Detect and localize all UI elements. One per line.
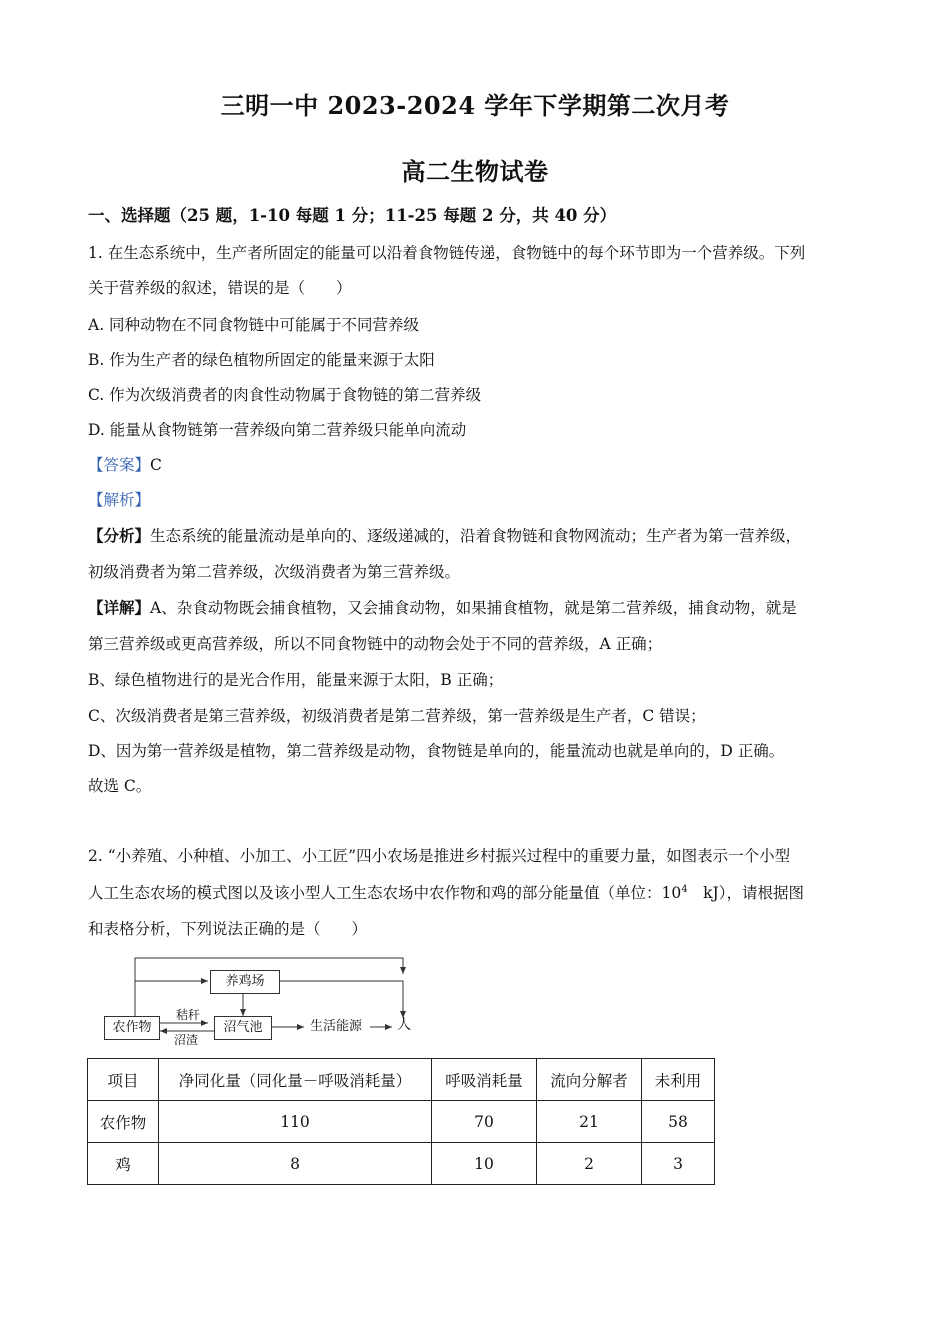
- section-heading: 一、选择题（25 题，1-10 每题 1 分；11-25 每题 2 分，共 40 分）: [88, 206, 617, 225]
- q1-xiangjie-line2: 第三营养级或更高营养级，所以不同食物链中的动物会处于不同的营养级，A 正确；: [88, 635, 663, 653]
- table-cell: 3: [642, 1143, 715, 1185]
- table-cell: 8: [159, 1143, 432, 1185]
- q2-stem-line2-a: 人工生态农场的模式图以及该小型人工生态农场中农作物和鸡的部分能量值（单位：10: [88, 884, 682, 902]
- answer-label: 【答案】: [88, 456, 151, 474]
- table-header-row: [88, 1059, 715, 1101]
- q1-conclusion: 故选 C。: [88, 777, 152, 795]
- q1-fenxi-line2: 初级消费者为第二营养级，次级消费者为第三营养级。: [88, 563, 461, 581]
- q1-xiangjie-line3: B、绿色植物进行的是光合作用，能量来源于太阳，B 正确；: [88, 671, 504, 689]
- q2-stem-line2: [88, 882, 868, 904]
- table-header-cell: 流向分解者: [537, 1059, 642, 1101]
- q1-xiangjie-line5: D、因为第一营养级是植物，第二营养级是动物，食物链是单向的，能量流动也就是单向的，D 正确。: [88, 742, 785, 760]
- table-cell: 鸡: [88, 1143, 159, 1185]
- analysis-label: 【解析】: [88, 491, 151, 509]
- human-label: 人: [397, 1017, 411, 1033]
- q1-option-a: A. 同种动物在不同食物链中可能属于不同营养级: [88, 316, 420, 334]
- q2-stem-line2-b: kJ），请根据图: [687, 884, 804, 902]
- exam-title: 三明一中 2023-2024 学年下学期第二次月考: [220, 91, 730, 120]
- residue-label: 沼渣: [174, 1033, 199, 1047]
- q2-stem-line1: 2. “小养殖、小种植、小加工、小工匠”四小农场是推进乡村振兴过程中的重要力量，如图表示一个小型: [88, 847, 791, 865]
- fenxi-label: 【分析】: [88, 526, 151, 545]
- table-cell: 58: [642, 1101, 715, 1143]
- q1-stem-line1: 1. 在生态系统中，生产者所固定的能量可以沿着食物链传递，食物链中的每个环节即为一个营养级。下列: [88, 244, 806, 262]
- q1-analysis-label: [88, 489, 868, 511]
- exam-subtitle: 高二生物试卷: [401, 157, 549, 186]
- q1-xiangjie-line4: C、次级消费者是第三营养级，初级消费者是第二营养级，第一营养级是生产者，C 错误；: [88, 707, 706, 725]
- table-cell: 110: [159, 1101, 432, 1143]
- energy-table: [87, 1058, 715, 1185]
- table-cell: 10: [432, 1143, 537, 1185]
- fenxi-text: 生态系统的能量流动是单向的、逐级递减的，沿着食物链和食物网流动；生产者为第一营养级，: [150, 527, 802, 545]
- table-row: [88, 1101, 715, 1143]
- table-cell: 农作物: [88, 1101, 159, 1143]
- chicken-farm-box: 养鸡场: [210, 970, 280, 994]
- q1-answer: [88, 454, 868, 476]
- xiangjie-text: A、杂食动物既会捕食植物，又会捕食动物，如果捕食植物，就是第二营养级，捕食动物，就是: [150, 599, 797, 617]
- energy-label: 生活能源: [310, 1019, 363, 1034]
- straw-label: 秸秆: [176, 1008, 201, 1022]
- q2-exponent: 4: [681, 883, 688, 895]
- table-header-cell: 净同化量（同化量－呼吸消耗量）: [159, 1059, 432, 1101]
- table-header-cell: 未利用: [642, 1059, 715, 1101]
- q1-option-c: C. 作为次级消费者的肉食性动物属于食物链的第二营养级: [88, 386, 482, 404]
- answer-value: C: [150, 456, 162, 474]
- q1-option-b: B. 作为生产者的绿色植物所固定的能量来源于太阳: [88, 351, 435, 369]
- table-header-cell: 呼吸消耗量: [432, 1059, 537, 1101]
- farm-diagram: [100, 950, 430, 1050]
- table-cell: 2: [537, 1143, 642, 1185]
- table-row: [88, 1143, 715, 1185]
- arrow-chicken-to-human: [278, 981, 403, 1018]
- table-cell: 21: [537, 1101, 642, 1143]
- xiangjie-label: 【详解】: [88, 598, 151, 617]
- table-header-cell: 项目: [88, 1059, 159, 1101]
- q1-option-d: D. 能量从食物链第一营养级向第二营养级只能单向流动: [88, 421, 467, 439]
- q1-fenxi-line1: [88, 525, 868, 547]
- table-cell: 70: [432, 1101, 537, 1143]
- q1-stem-line2: 关于营养级的叙述，错误的是（ ）: [88, 279, 352, 297]
- biogas-pool-box: 沼气池: [214, 1016, 272, 1040]
- q1-xiangjie-line1: [88, 597, 868, 619]
- q2-stem-line3: 和表格分析，下列说法正确的是（ ）: [88, 920, 368, 938]
- crops-box: 农作物: [104, 1016, 160, 1040]
